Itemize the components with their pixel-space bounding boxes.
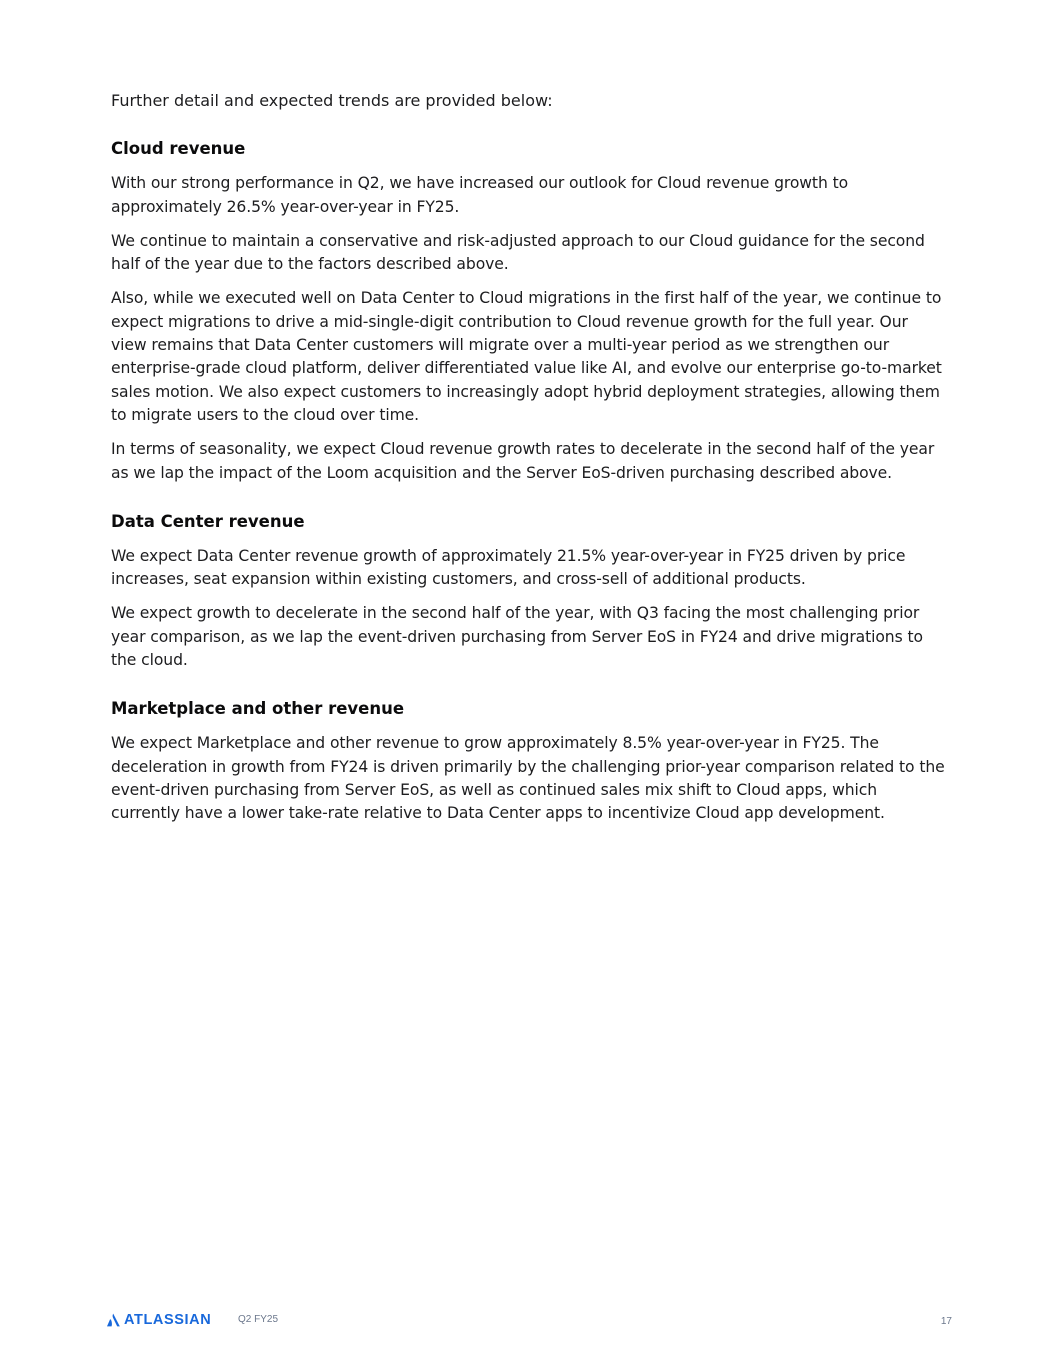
page-number: 17 <box>940 1316 952 1327</box>
section-heading-marketplace-revenue: Marketplace and other revenue <box>111 699 405 719</box>
atlassian-logo <box>107 1311 211 1329</box>
paragraph: We continue to maintain a conservative and risk-adjusted approach to our Cloud guidance for the second half of the year due to the factors described above. <box>111 231 925 274</box>
page-footer <box>107 1311 952 1331</box>
paragraph: We expect growth to decelerate in the second half of the year, with Q3 facing the most challenging prior year comparison, as we lap the event-driven purchasing from Server EoS in FY24 and drive migrations to the cloud. <box>111 604 923 670</box>
paragraph: With our strong performance in Q2, we have increased our outlook for Cloud revenue growth to approximately 26.5% year-over-year in FY25. <box>111 174 849 216</box>
section-heading-cloud-revenue: Cloud revenue <box>111 139 246 159</box>
paragraph: We expect Marketplace and other revenue to grow approximately 8.5% year-over-year in FY25. The deceleration in growth from FY24 is driven primarily by the challenging prior-year comparison related to the event-driven purchasing from Server EoS, as well as continued sales mix shift to Cloud apps, which currently have a lower take-rate relative to Data Center apps to incentivize Cloud app development. <box>111 734 945 823</box>
report-period: Q2 FY25 <box>238 1314 279 1325</box>
logo-wordmark: ATLASSIAN <box>124 1312 212 1328</box>
document-body <box>111 89 947 826</box>
atlassian-logo-icon <box>107 1313 120 1327</box>
paragraph: Also, while we executed well on Data Center to Cloud migrations in the first half of the year, we continue to expect migrations to drive a mid-single-digit contribution to Cloud revenue growth for the full year. Our view remains that Data Center customers will migrate over a multi-year period as we strengthen our enterprise-grade cloud platform, deliver differentiated value like AI, and evolve our enterprise go-to-market sales motion. We also expect customers to increasingly adopt hybrid deployment strategies, allowing them to migrate users to the cloud over time. <box>111 289 942 424</box>
paragraph: In terms of seasonality, we expect Cloud revenue growth rates to decelerate in the second half of the year as we lap the impact of the Loom acquisition and the Server EoS-driven purchasing described above. <box>111 440 935 482</box>
intro-text: Further detail and expected trends are provided below: <box>111 91 553 110</box>
paragraph: We expect Data Center revenue growth of approximately 21.5% year-over-year in FY25 driven by price increases, seat expansion within existing customers, and cross-sell of additional products. <box>111 546 906 589</box>
section-heading-data-center-revenue: Data Center revenue <box>111 511 305 531</box>
